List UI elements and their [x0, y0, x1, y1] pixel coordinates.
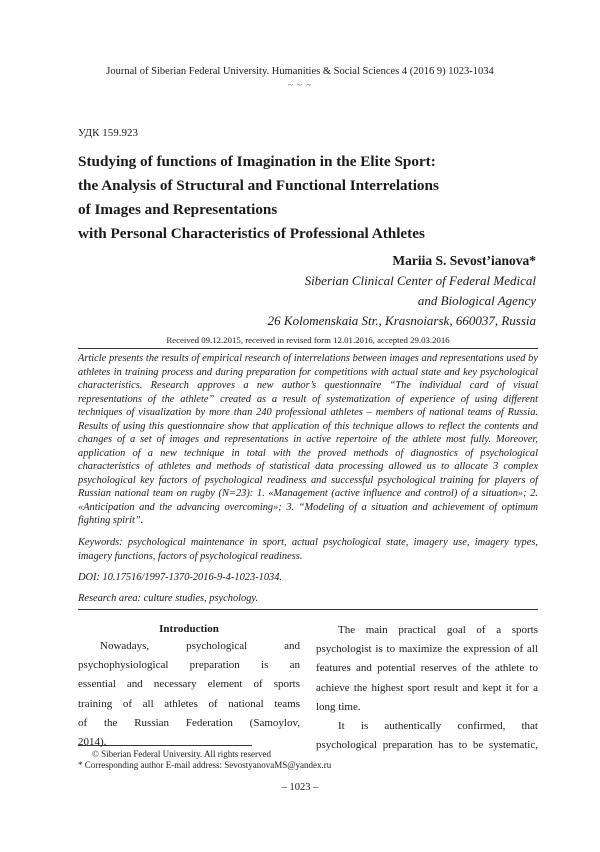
right-column [316, 621, 538, 755]
body-line: training of all athletes of national teams [78, 697, 300, 710]
left-column [78, 621, 300, 752]
journal-header: Journal of Siberian Federal University. Humanities & Social Sciences 4 (2016 9) 1023-1034 [106, 66, 494, 77]
affiliation-line: Siberian Clinical Center of Federal Medical [304, 273, 536, 288]
doi: DOI: 10.17516/1997-1370-2016-9-4-1023-1034. [78, 572, 283, 583]
abstract-bottom-rule [78, 609, 538, 610]
abstract: Article presents the results of empirical research of interrelations between images and representations used by athletes in training process and during preparation for competitions with actual state and key psychological characteristics. Research approves a new author’s questionnaire “The individual card of visual representations of the athlete” created as a result of systematization of experience of using different techniques of visualization by more than 240 professional athletes – members of national teams of Russia. Results of using this questionnaire show that application of this technique allows to reflect the contents and changes of a set of images and representations in active repertoire of the athlete most fully. Moreover, application of a new technique in total with the proved methods of diagnostics of psychological characteristics of athletes and methods of statistical data processing allowed us to allocate 3 complex psychological key factors of psychological readiness and successful psychological training for players of Russian national team on rugby (N=23): 1. «Management (active influence and control) of a situation»; 2. «Anticipation and the advancing overcoming»; 3. “Modeling of a situation and achievement of optimum fighting spirit”. [78, 353, 538, 526]
title-line: the Analysis of Structural and Functional Interrelations [78, 177, 439, 194]
body-line: 2014). [78, 736, 107, 749]
body-line: psychologist is to maximize the expression of all [316, 643, 538, 656]
received-dates: Received 09.12.2015, received in revised form 12.01.2016, accepted 29.03.2016 [166, 335, 450, 345]
research-area: Research area: culture studies, psychology. [78, 593, 259, 604]
body-line: psychological preparation has to be systematic, [316, 739, 538, 752]
body-line: essential and necessary element of sports [78, 678, 300, 691]
author-name: Mariia S. Sevost’ianova* [392, 253, 536, 268]
section-heading: Introduction [159, 623, 219, 635]
title-line: with Personal Characteristics of Professional Athletes [78, 225, 425, 242]
body-line: long time. [316, 700, 361, 713]
footnote-corresponding-author: * Corresponding author E-mail address: SevostyanovaMS@yandex.ru [78, 760, 332, 770]
author-block [268, 251, 536, 331]
body-line: It is authentically confirmed, that [338, 720, 538, 733]
header-ornament: ~ ~ ~ [287, 80, 313, 90]
body-line: of the Russian Federation (Samoylov, [78, 716, 300, 729]
body-line: features and potential reserves of the athlete to [316, 662, 538, 675]
affiliation-line: and Biological Agency [417, 293, 536, 308]
body-line: The main practical goal of a sports [338, 624, 538, 636]
body-line: Nowadays, psychological and [100, 640, 300, 652]
page-number: – 1023 – [281, 782, 319, 793]
footnote-copyright: © Siberian Federal University. All rights reserved [92, 749, 271, 759]
affiliation-line: 26 Kolomenskaia Str., Krasnoiarsk, 660037, Russia [267, 313, 536, 328]
article-title [78, 150, 538, 246]
body-line: achieve the highest sport result and kept it for a [316, 681, 538, 694]
footnote-rule [78, 745, 252, 746]
title-line: of Images and Representations [78, 201, 278, 218]
body-line: psychophysiological preparation is an [78, 659, 300, 672]
title-line: Studying of functions of Imagination in the Elite Sport: [78, 153, 436, 170]
abstract-top-rule [78, 348, 538, 349]
udk-code: УДК 159.923 [78, 127, 139, 139]
keywords: Keywords: psychological maintenance in sport, actual psychological state, imagery use, imagery types, imagery functions, factors of psychological readiness. [78, 537, 538, 562]
